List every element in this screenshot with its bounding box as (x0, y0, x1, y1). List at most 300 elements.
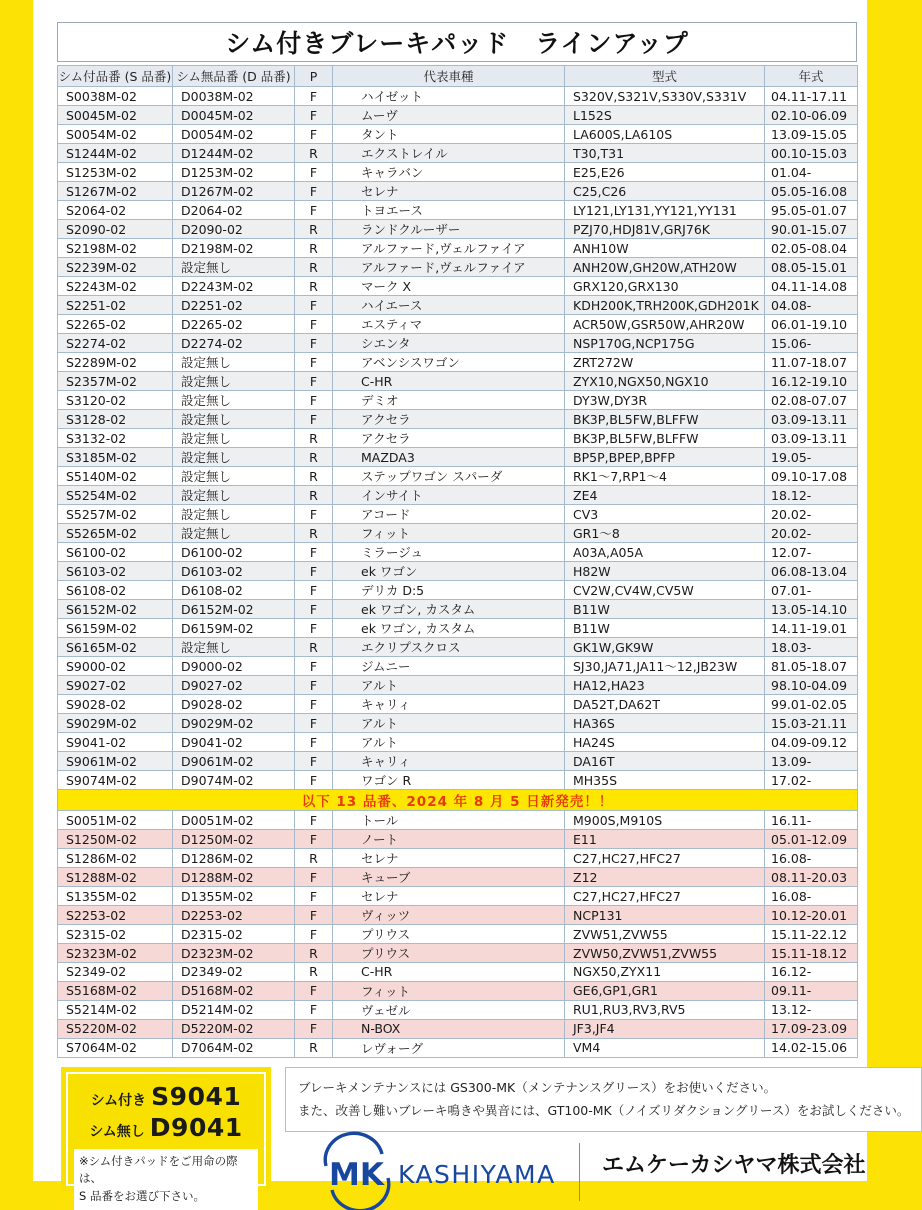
model-code: VM4 (565, 1038, 765, 1057)
s-part-number: S9029M-02 (58, 714, 173, 733)
s-part-number: S2064-02 (58, 201, 173, 220)
table-row (58, 1000, 858, 1019)
position: R (295, 429, 333, 448)
table-row (58, 201, 858, 220)
position: F (295, 581, 333, 600)
vehicle-model: ステップワゴン スパーダ (333, 467, 565, 486)
d-part-number: D1286M-02 (173, 849, 295, 868)
footer-divider (579, 1143, 580, 1201)
vehicle-model: ヴィッツ (333, 906, 565, 925)
model-year: 15.03-21.11 (765, 714, 858, 733)
table-row (58, 887, 858, 906)
s-part-number: S9000-02 (58, 657, 173, 676)
d-part-number: D9027-02 (173, 676, 295, 695)
table-row (58, 638, 858, 657)
d-part-number: D9029M-02 (173, 714, 295, 733)
table-row (58, 277, 858, 296)
model-code: DA16T (565, 752, 765, 771)
vehicle-model: トヨエース (333, 201, 565, 220)
model-code: C27,HC27,HFC27 (565, 849, 765, 868)
d-part-number: D9041-02 (173, 733, 295, 752)
table-row (58, 581, 858, 600)
model-code: ZVW51,ZVW55 (565, 925, 765, 944)
position: F (295, 771, 333, 790)
vehicle-model: プリウス (333, 944, 565, 963)
table-row (58, 562, 858, 581)
s-part-number: S3128-02 (58, 410, 173, 429)
table-row (58, 944, 858, 963)
d-part-number: D1267M-02 (173, 182, 295, 201)
model-code: HA36S (565, 714, 765, 733)
model-code: RK1～7,RP1～4 (565, 467, 765, 486)
d-part-number: D2253-02 (173, 906, 295, 925)
column-header-s-part-number: シム付品番 (S 品番) (58, 66, 173, 87)
column-header-model-year: 年式 (765, 66, 858, 87)
mk-logo-icon (318, 1142, 556, 1202)
table-row (58, 695, 858, 714)
vehicle-model: シエンタ (333, 334, 565, 353)
d-part-number: 設定無し (173, 429, 295, 448)
model-year: 06.08-13.04 (765, 562, 858, 581)
bottom-section (33, 1058, 910, 1204)
s-part-number: S2251-02 (58, 296, 173, 315)
table-row (58, 676, 858, 695)
lineup-table-header (58, 66, 858, 87)
model-code: ANH20W,GH20W,ATH20W (565, 258, 765, 277)
vehicle-model: キャリィ (333, 752, 565, 771)
vehicle-model: フィット (333, 524, 565, 543)
model-code: C27,HC27,HFC27 (565, 887, 765, 906)
model-year: 13.05-14.10 (765, 600, 858, 619)
model-year: 16.08- (765, 887, 858, 906)
vehicle-model: アルト (333, 733, 565, 752)
s-part-number: S2243M-02 (58, 277, 173, 296)
s-part-number: S0051M-02 (58, 811, 173, 830)
d-part-number: D0051M-02 (173, 811, 295, 830)
vehicle-model: デリカ D:5 (333, 581, 565, 600)
model-code: S320V,S321V,S330V,S331V (565, 87, 765, 106)
model-year: 13.12- (765, 1000, 858, 1019)
d-part-number: D9028-02 (173, 695, 295, 714)
table-row (58, 925, 858, 944)
model-year: 16.12-19.10 (765, 372, 858, 391)
shim-note-line1: ※シム付きパッドをご用命の際は、 (79, 1153, 238, 1186)
d-part-number: D6159M-02 (173, 619, 295, 638)
s-part-number: S5214M-02 (58, 1000, 173, 1019)
s-part-number: S1253M-02 (58, 163, 173, 182)
s-part-number: S1288M-02 (58, 868, 173, 887)
d-part-number: D1253M-02 (173, 163, 295, 182)
s-part-number: S5220M-02 (58, 1019, 173, 1038)
model-code: MH35S (565, 771, 765, 790)
model-code: GK1W,GK9W (565, 638, 765, 657)
s-part-number: S9061M-02 (58, 752, 173, 771)
s-part-number: S1244M-02 (58, 144, 173, 163)
position: F (295, 543, 333, 562)
model-code: C25,C26 (565, 182, 765, 201)
company-name: エムケーカシヤマ株式会社 (602, 1152, 866, 1178)
shim-with-line (91, 1082, 242, 1111)
d-part-number: D5168M-02 (173, 981, 295, 1000)
table-row (58, 906, 858, 925)
model-year: 14.11-19.01 (765, 619, 858, 638)
d-part-number: D9074M-02 (173, 771, 295, 790)
d-part-number: 設定無し (173, 391, 295, 410)
s-part-number: S6103-02 (58, 562, 173, 581)
d-part-number: 設定無し (173, 467, 295, 486)
vehicle-model: ワゴン R (333, 771, 565, 790)
s-part-number: S6159M-02 (58, 619, 173, 638)
model-year: 02.05-08.04 (765, 239, 858, 258)
model-year: 15.06- (765, 334, 858, 353)
model-year: 81.05-18.07 (765, 657, 858, 676)
vehicle-model: アルト (333, 676, 565, 695)
s-part-number: S5265M-02 (58, 524, 173, 543)
model-code: M900S,M910S (565, 811, 765, 830)
position: R (295, 524, 333, 543)
lineup-table (57, 65, 858, 1058)
model-year: 06.01-19.10 (765, 315, 858, 334)
model-code: ZYX10,NGX50,NGX10 (565, 372, 765, 391)
table-row (58, 353, 858, 372)
position: R (295, 258, 333, 277)
grease-note-line1: ブレーキメンテナンスには GS300-MK（メンテナンスグリース）をお使いください。 (298, 1079, 777, 1095)
model-code: HA12,HA23 (565, 676, 765, 695)
s-part-number: S5254M-02 (58, 486, 173, 505)
d-part-number: 設定無し (173, 410, 295, 429)
table-row (58, 125, 858, 144)
position: F (295, 600, 333, 619)
vehicle-model: ek ワゴン, カスタム (333, 600, 565, 619)
model-code: NGX50,ZYX11 (565, 963, 765, 982)
position: F (295, 296, 333, 315)
table-row (58, 334, 858, 353)
model-year: 98.10-04.09 (765, 676, 858, 695)
position: F (295, 981, 333, 1000)
shim-without-value: D9041 (149, 1112, 243, 1142)
s-part-number: S1286M-02 (58, 849, 173, 868)
model-code: KDH200K,TRH200K,GDH201K (565, 296, 765, 315)
vehicle-model: エクストレイル (333, 144, 565, 163)
vehicle-model: ジムニー (333, 657, 565, 676)
table-row (58, 1019, 858, 1038)
model-year: 09.11- (765, 981, 858, 1000)
position: F (295, 906, 333, 925)
s-part-number: S2274-02 (58, 334, 173, 353)
model-code: E11 (565, 830, 765, 849)
s-part-number: S2289M-02 (58, 353, 173, 372)
position: F (295, 752, 333, 771)
s-part-number: S3120-02 (58, 391, 173, 410)
d-part-number: D0054M-02 (173, 125, 295, 144)
s-part-number: S2090-02 (58, 220, 173, 239)
table-row (58, 811, 858, 830)
vehicle-model: キューブ (333, 868, 565, 887)
d-part-number: 設定無し (173, 258, 295, 277)
table-row (58, 714, 858, 733)
model-year: 03.09-13.11 (765, 410, 858, 429)
vehicle-model: エスティマ (333, 315, 565, 334)
vehicle-model: デミオ (333, 391, 565, 410)
model-year: 04.08- (765, 296, 858, 315)
vehicle-model: セレナ (333, 849, 565, 868)
model-year: 04.11-14.08 (765, 277, 858, 296)
model-year: 05.05-16.08 (765, 182, 858, 201)
table-row (58, 87, 858, 106)
model-year: 18.12- (765, 486, 858, 505)
model-code: DA52T,DA62T (565, 695, 765, 714)
vehicle-model: ノート (333, 830, 565, 849)
s-part-number: S6152M-02 (58, 600, 173, 619)
shim-with-label: シム付き (90, 1092, 147, 1109)
d-part-number: D1250M-02 (173, 830, 295, 849)
model-code: L152S (565, 106, 765, 125)
model-code: B11W (565, 619, 765, 638)
model-year: 20.02- (765, 505, 858, 524)
d-part-number: 設定無し (173, 638, 295, 657)
model-year: 04.09-09.12 (765, 733, 858, 752)
shim-without-line (89, 1113, 242, 1142)
d-part-number: D9061M-02 (173, 752, 295, 771)
position: R (295, 963, 333, 982)
s-part-number: S6165M-02 (58, 638, 173, 657)
model-code: BK3P,BL5FW,BLFFW (565, 429, 765, 448)
table-row (58, 505, 858, 524)
position: F (295, 657, 333, 676)
new-release-banner: 以下 13 品番、2024 年 8 月 5 日新発売！！ (58, 790, 858, 811)
vehicle-model: N-BOX (333, 1019, 565, 1038)
position: R (295, 220, 333, 239)
vehicle-model: ミラージュ (333, 543, 565, 562)
model-year: 17.09-23.09 (765, 1019, 858, 1038)
model-year: 05.01-12.09 (765, 830, 858, 849)
s-part-number: S9028-02 (58, 695, 173, 714)
vehicle-model: アルファード,ヴェルファイア (333, 258, 565, 277)
table-row (58, 771, 858, 790)
d-part-number: D9000-02 (173, 657, 295, 676)
shim-with-value: S9041 (151, 1081, 242, 1111)
table-row (58, 1038, 858, 1057)
d-part-number: D2243M-02 (173, 277, 295, 296)
model-code: LA600S,LA610S (565, 125, 765, 144)
d-part-number: D2323M-02 (173, 944, 295, 963)
table-row (58, 963, 858, 982)
table-row (58, 144, 858, 163)
d-part-number: 設定無し (173, 505, 295, 524)
page-title: シム付きブレーキパッド ラインアップ (225, 29, 689, 58)
model-code: Z12 (565, 868, 765, 887)
position: R (295, 638, 333, 657)
model-code: BK3P,BL5FW,BLFFW (565, 410, 765, 429)
column-header-vehicle-model: 代表車種 (333, 66, 565, 87)
model-year: 19.05- (765, 448, 858, 467)
position: F (295, 410, 333, 429)
d-part-number: D6108-02 (173, 581, 295, 600)
d-part-number: 設定無し (173, 486, 295, 505)
s-part-number: S2253-02 (58, 906, 173, 925)
model-year: 12.07- (765, 543, 858, 562)
vehicle-model: ランドクルーザー (333, 220, 565, 239)
position: F (295, 163, 333, 182)
table-row (58, 296, 858, 315)
table-row (58, 448, 858, 467)
position: F (295, 830, 333, 849)
model-year: 13.09-15.05 (765, 125, 858, 144)
table-row (58, 372, 858, 391)
vehicle-model: アクセラ (333, 429, 565, 448)
model-year: 16.12- (765, 963, 858, 982)
position: F (295, 182, 333, 201)
position: F (295, 619, 333, 638)
vehicle-model: MAZDA3 (333, 448, 565, 467)
model-code: CV3 (565, 505, 765, 524)
footer-row (285, 1142, 922, 1202)
position: F (295, 1000, 333, 1019)
table-row (58, 752, 858, 771)
d-part-number: D2349-02 (173, 963, 295, 982)
table-row (58, 315, 858, 334)
vehicle-model: セレナ (333, 182, 565, 201)
d-part-number: D2265-02 (173, 315, 295, 334)
table-row (58, 619, 858, 638)
table-row (58, 429, 858, 448)
model-code: H82W (565, 562, 765, 581)
s-part-number: S2357M-02 (58, 372, 173, 391)
d-part-number: D6103-02 (173, 562, 295, 581)
s-part-number: S0038M-02 (58, 87, 173, 106)
shim-part-number-box (61, 1067, 271, 1204)
model-year: 07.01- (765, 581, 858, 600)
model-year: 95.05-01.07 (765, 201, 858, 220)
position: F (295, 1019, 333, 1038)
s-part-number: S5140M-02 (58, 467, 173, 486)
vehicle-model: インサイト (333, 486, 565, 505)
table-row (58, 733, 858, 752)
position: R (295, 1038, 333, 1057)
s-part-number: S1267M-02 (58, 182, 173, 201)
model-code: B11W (565, 600, 765, 619)
model-code: CV2W,CV4W,CV5W (565, 581, 765, 600)
vehicle-model: ハイゼット (333, 87, 565, 106)
table-row (58, 981, 858, 1000)
shim-part-number-box-inner (66, 1072, 266, 1204)
table-row (58, 868, 858, 887)
bottom-right-column (285, 1067, 922, 1203)
d-part-number: D2274-02 (173, 334, 295, 353)
s-part-number: S5257M-02 (58, 505, 173, 524)
model-code: GR1～8 (565, 524, 765, 543)
shim-note (74, 1149, 258, 1210)
table-row (58, 849, 858, 868)
vehicle-model: アルト (333, 714, 565, 733)
position: F (295, 125, 333, 144)
model-code: LY121,LY131,YY121,YY131 (565, 201, 765, 220)
model-code: GRX120,GRX130 (565, 277, 765, 296)
column-header-position: P (295, 66, 333, 87)
model-year: 02.08-07.07 (765, 391, 858, 410)
model-code: SJ30,JA71,JA11～12,JB23W (565, 657, 765, 676)
position: F (295, 811, 333, 830)
d-part-number: D2198M-02 (173, 239, 295, 258)
s-part-number: S2198M-02 (58, 239, 173, 258)
table-row (58, 163, 858, 182)
table-row (58, 543, 858, 562)
table-row (58, 657, 858, 676)
model-year: 16.08- (765, 849, 858, 868)
table-row (58, 220, 858, 239)
s-part-number: S9027-02 (58, 676, 173, 695)
d-part-number: D0045M-02 (173, 106, 295, 125)
table-row (58, 524, 858, 543)
model-year: 20.02- (765, 524, 858, 543)
svg-text:MK: MK (329, 1157, 384, 1194)
s-part-number: S7064M-02 (58, 1038, 173, 1057)
position: F (295, 733, 333, 752)
position: F (295, 315, 333, 334)
model-year: 15.11-18.12 (765, 944, 858, 963)
vehicle-model: アコード (333, 505, 565, 524)
vehicle-model: ek ワゴン, カスタム (333, 619, 565, 638)
position: F (295, 714, 333, 733)
position: F (295, 201, 333, 220)
vehicle-model: エクリプスクロス (333, 638, 565, 657)
d-part-number: D1244M-02 (173, 144, 295, 163)
position: R (295, 467, 333, 486)
model-year: 09.10-17.08 (765, 467, 858, 486)
position: F (295, 106, 333, 125)
d-part-number: D6100-02 (173, 543, 295, 562)
s-part-number: S2323M-02 (58, 944, 173, 963)
position: F (295, 353, 333, 372)
position: F (295, 925, 333, 944)
model-year: 14.02-15.06 (765, 1038, 858, 1057)
d-part-number: 設定無し (173, 448, 295, 467)
table-row (58, 410, 858, 429)
new-release-banner-row (58, 790, 858, 811)
d-part-number: 設定無し (173, 524, 295, 543)
d-part-number: D2090-02 (173, 220, 295, 239)
model-code: T30,T31 (565, 144, 765, 163)
d-part-number: D2251-02 (173, 296, 295, 315)
vehicle-model: C-HR (333, 963, 565, 982)
s-part-number: S6100-02 (58, 543, 173, 562)
s-part-number: S5168M-02 (58, 981, 173, 1000)
model-code: NCP131 (565, 906, 765, 925)
table-row (58, 600, 858, 619)
model-code: ZE4 (565, 486, 765, 505)
vehicle-model: タント (333, 125, 565, 144)
model-year: 17.02- (765, 771, 858, 790)
s-part-number: S2315-02 (58, 925, 173, 944)
vehicle-model: プリウス (333, 925, 565, 944)
s-part-number: S3185M-02 (58, 448, 173, 467)
s-part-number: S1355M-02 (58, 887, 173, 906)
s-part-number: S2239M-02 (58, 258, 173, 277)
svg-text:KASHIYAMA: KASHIYAMA (398, 1160, 556, 1190)
position: F (295, 372, 333, 391)
position: R (295, 277, 333, 296)
table-row (58, 486, 858, 505)
vehicle-model: マーク X (333, 277, 565, 296)
model-year: 08.11-20.03 (765, 868, 858, 887)
d-part-number: D0038M-02 (173, 87, 295, 106)
lineup-table-body (58, 87, 858, 1058)
table-row (58, 391, 858, 410)
position: F (295, 505, 333, 524)
vehicle-model: ek ワゴン (333, 562, 565, 581)
s-part-number: S6108-02 (58, 581, 173, 600)
position: R (295, 944, 333, 963)
